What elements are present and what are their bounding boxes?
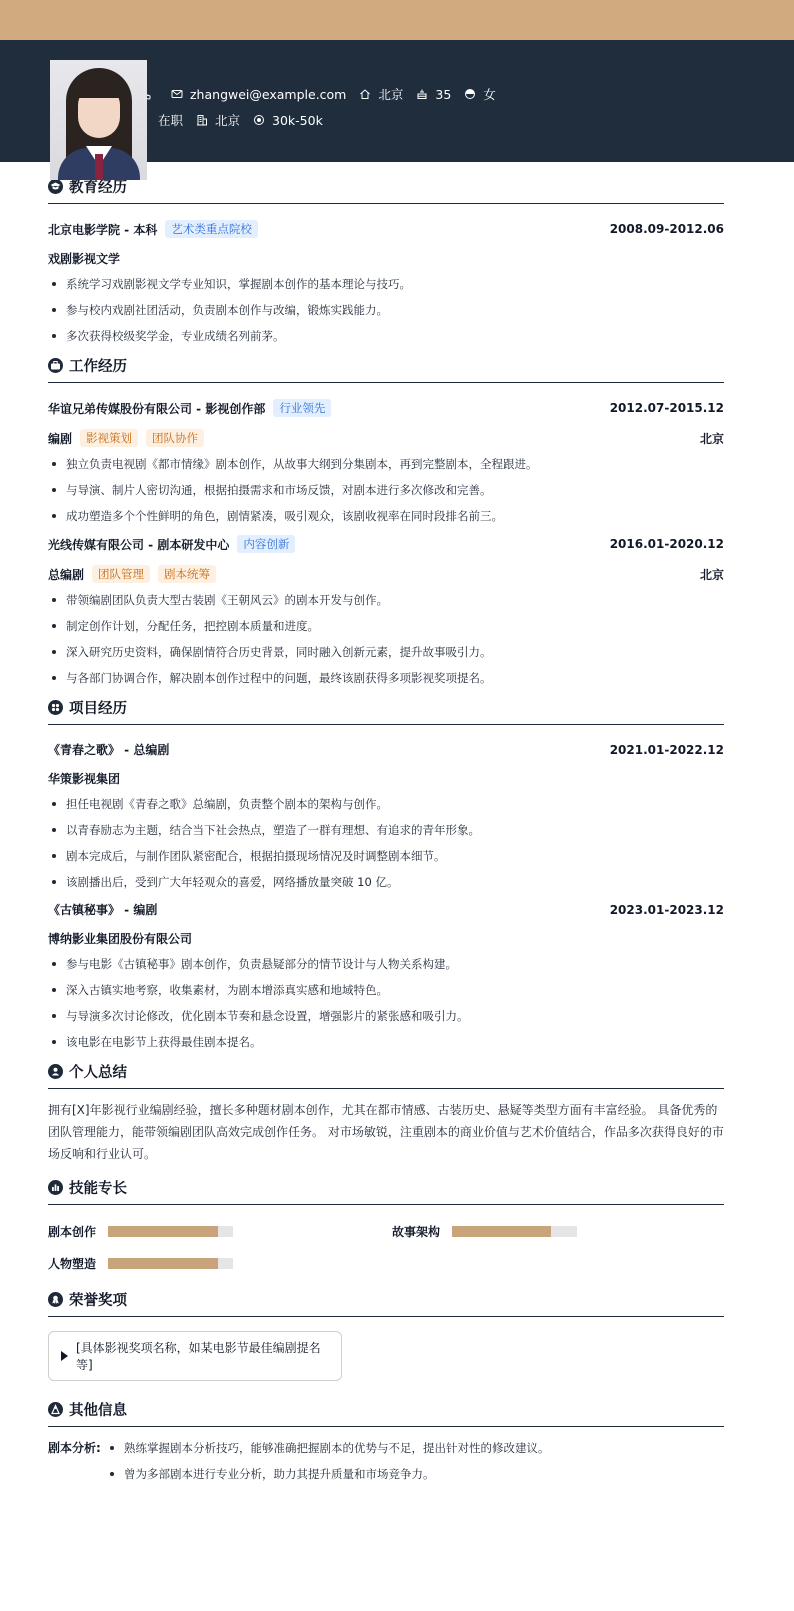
job-entry-header [48,399,724,417]
other-label: 剧本分析: [48,1441,101,1455]
work-city-item: 北京 [195,111,240,129]
skill-name: 故事架构 [392,1225,441,1239]
gender-item: 女 [463,85,496,103]
job-date: 2016.01-2020.12 [609,537,724,551]
project-date: 2023.01-2023.12 [609,902,724,917]
list-item: 熟练掌握剧本分析技巧，能够准确把握剧本的优势与不足，提出针对性的修改建议。 [106,1441,550,1455]
job-bullets [48,457,724,523]
education-date: 2008.09-2012.06 [609,222,724,236]
company-tag: 内容创新 [237,535,295,553]
award-item[interactable] [48,1331,342,1381]
list-item: 带领编剧团队负责大型古装剧《王朝风云》的剧本开发与创作。 [48,593,724,607]
gender-icon [463,87,477,101]
company-tag: 行业领先 [273,399,331,417]
job-role: 总编剧 [48,567,85,582]
expand-triangle-icon [61,1351,68,1361]
school-tag: 艺术类重点院校 [165,220,258,238]
accent-top-bar [0,0,794,40]
list-item: 与各部门协调合作，解决剧本创作过程中的问题，最终该剧获得多项影视奖项提名。 [48,671,724,685]
project-entry-header [48,901,724,918]
medal-icon [48,1292,63,1307]
skill-fill [452,1226,551,1237]
project-name: 《古镇秘事》 - 编剧 [48,903,158,917]
list-item: 该剧播出后，受到广大年轻观众的喜爱，网络播放量突破 10 亿。 [48,875,724,889]
role-tag: 影视策划 [80,429,138,447]
list-item: 参与电影《古镇秘事》剧本创作，负责悬疑部分的情节设计与人物关系构建。 [48,957,724,971]
profile-photo [50,60,147,180]
other-info-row [48,1441,724,1493]
grid-icon [48,700,63,715]
project-org: 博纳影业集团股份有限公司 [48,932,193,946]
job-role-row [48,429,724,447]
project-org-row [48,770,724,787]
list-item: 多次获得校级奖学金，专业成绩名列前茅。 [48,329,724,343]
list-item: 制定创作计划，分配任务，把控剧本质量和进度。 [48,619,724,633]
project-org: 华策影视集团 [48,772,121,786]
skill-item [48,1223,233,1240]
section-title-education: 教育经历 [48,176,724,204]
school-name: 北京电影学院 - 本科 [48,222,158,237]
section-title-summary: 个人总结 [48,1061,724,1089]
skill-fill [108,1226,218,1237]
education-bullets [48,277,724,343]
project-date: 2021.01-2022.12 [609,742,724,757]
list-item: 剧本完成后，与制作团队紧密配合，根据拍摄现场情况及时调整剧本细节。 [48,849,724,863]
role-tag: 团队管理 [92,565,150,583]
section-title-projects: 项目经历 [48,697,724,725]
list-item: 以青春励志为主题，结合当下社会热点，塑造了一群有理想、有追求的青年形象。 [48,823,724,837]
skill-item [48,1255,233,1272]
section-title-skills: 技能专长 [48,1177,724,1205]
role-tag: 剧本统筹 [158,565,216,583]
project-entry-header [48,741,724,758]
skill-item [392,1223,577,1240]
skill-name: 剧本创作 [48,1225,97,1239]
company-name: 华谊兄弟传媒股份有限公司 - 影视创作部 [48,401,266,416]
mail-icon [170,87,184,101]
job-location: 北京 [699,567,724,582]
job-role: 编剧 [48,431,73,446]
status-item: 在职 [138,111,183,129]
job-bullets [48,593,724,685]
list-item: 与导演多次讨论修改，优化剧本节奏和悬念设置，增强影片的紧张感和吸引力。 [48,1009,724,1023]
award-text: [具体影视奖项名称，如某电影节最佳编剧提名等] [76,1341,321,1372]
profile-header [0,40,794,162]
list-item: 与导演、制片人密切沟通，根据拍摄需求和市场反馈，对剧本进行多次修改和完善。 [48,483,724,497]
job-location: 北京 [699,431,724,446]
list-item: 独立负责电视剧《都市情缘》剧本创作，从故事大纲到分集剧本，再到完整剧本，全程跟进。 [48,457,724,471]
home-icon [358,87,372,101]
company-name: 光线传媒有限公司 - 剧本研发中心 [48,537,230,552]
city-item: 北京 [358,85,403,103]
email-item [170,87,346,102]
skill-bar [108,1226,233,1237]
education-major-row [48,250,724,267]
email-link[interactable]: zhangwei@example.com [190,86,347,102]
other-bullets [106,1441,550,1493]
skill-name: 人物塑造 [48,1257,97,1271]
list-item: 系统学习戏剧影视文学专业知识，掌握剧本创作的基本理论与技巧。 [48,277,724,291]
skill-fill [108,1258,218,1269]
salary-item: 30k-50k [252,113,323,128]
briefcase-icon [48,358,63,373]
list-item: 深入古镇实地考察，收集素材，为剧本增添真实感和地域特色。 [48,983,724,997]
user-icon [48,1064,63,1079]
role-tag: 团队协作 [146,429,204,447]
project-name: 《青春之歌》 - 总编剧 [48,743,170,757]
salary-icon [252,113,266,127]
list-item: 担任电视剧《青春之歌》总编剧，负责整个剧本的架构与创作。 [48,797,724,811]
major: 戏剧影视文学 [48,252,121,266]
project-bullets [48,957,724,1049]
bar-chart-icon [48,1180,63,1195]
skills-list [48,1215,724,1285]
skill-bar [452,1226,577,1237]
project-org-row [48,930,724,947]
summary-text: 拥有[X]年影视行业编剧经验，擅长多种题材剧本创作，尤其在都市情感、古装历史、悬疑等类型方面有丰富经验。 具备优秀的团队管理能力，能带领编剧团队高效完成创作任务。 对市场敏锐，注重剧本的商业价值与艺术价值结合，作品多次获得良好的市场反响和行业认可。 [48,1103,724,1161]
info-icon [48,1402,63,1417]
list-item: 该电影在电影节上获得最佳剧本提名。 [48,1035,724,1049]
age-icon [415,87,429,101]
project-bullets [48,797,724,889]
list-item: 参与校内戏剧社团活动，负责剧本创作与改编，锻炼实践能力。 [48,303,724,317]
contact-row [138,85,508,103]
job-entry-header [48,535,724,553]
job-status-row [138,111,335,129]
building-icon [195,113,209,127]
list-item: 曾为多部剧本进行专业分析，助力其提升质量和市场竞争力。 [106,1467,550,1481]
age-item: 35 [415,87,451,102]
graduation-cap-icon [48,179,63,194]
section-title-other: 其他信息 [48,1399,724,1427]
job-role-row [48,565,724,583]
section-title-work: 工作经历 [48,355,724,383]
list-item: 深入研究历史资料，确保剧情符合历史背景，同时融入创新元素，提升故事吸引力。 [48,645,724,659]
job-date: 2012.07-2015.12 [609,401,724,415]
skill-bar [108,1258,233,1269]
resume-content [48,162,724,1493]
list-item: 成功塑造多个个性鲜明的角色，剧情紧凑，吸引观众，该剧收视率在同时段排名前三。 [48,509,724,523]
section-title-awards: 荣誉奖项 [48,1289,724,1317]
education-entry-header [48,220,724,238]
